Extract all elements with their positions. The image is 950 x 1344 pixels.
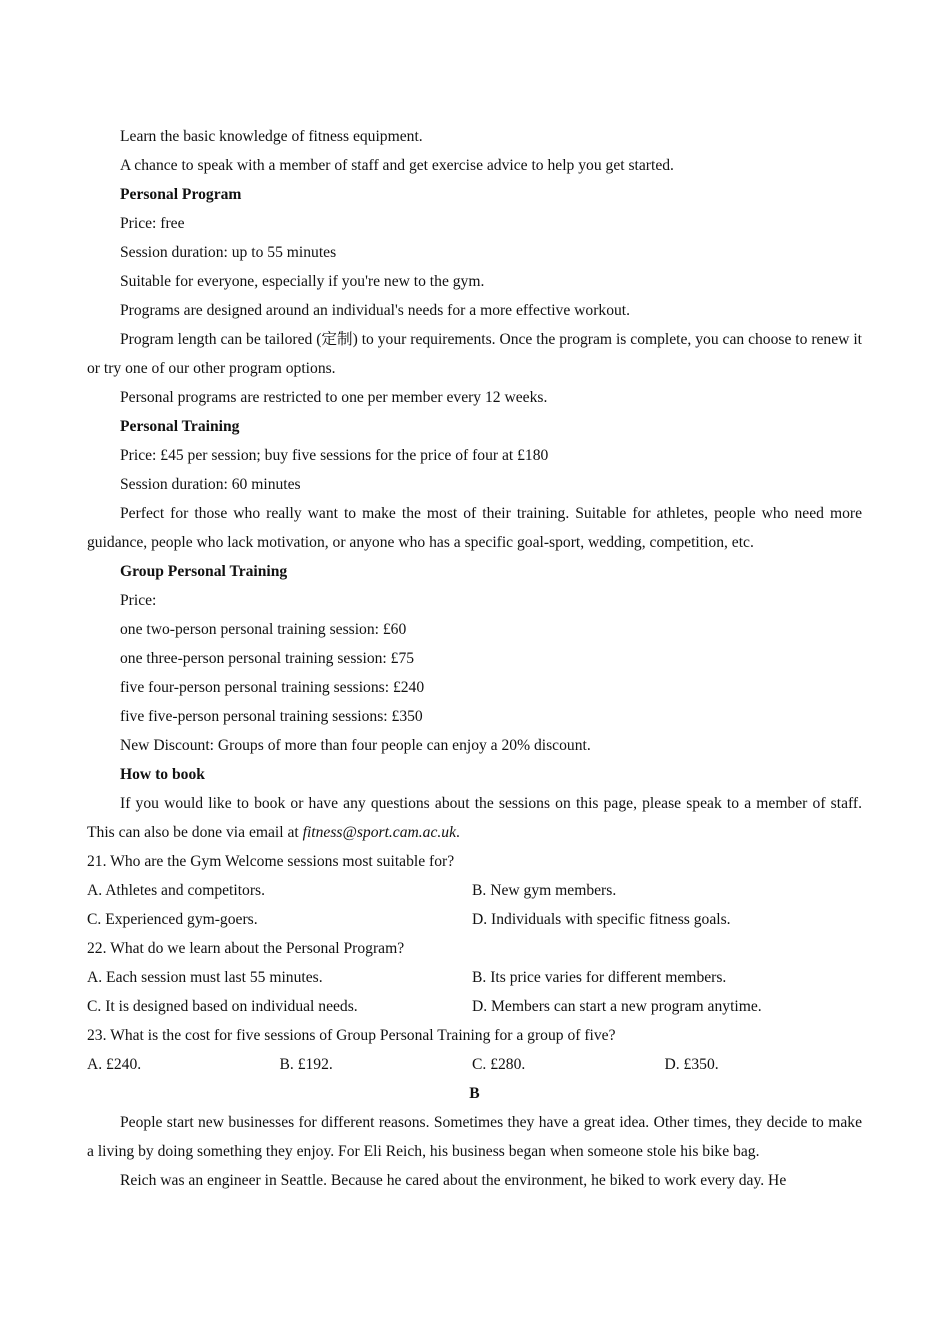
question-22-options-row [87, 963, 862, 992]
group-price-item: five four-person personal training sessions: £240 [120, 679, 425, 696]
personal-program-restricted: Personal programs are restricted to one per member every 12 weeks. [120, 389, 548, 406]
question-23-option-c: C. £280. [472, 1056, 526, 1073]
question-22-option-d: D. Members can start a new program anytime. [472, 998, 762, 1015]
question-22-stem: 22. What do we learn about the Personal Program? [87, 940, 405, 957]
personal-training-heading: Personal Training [120, 418, 240, 435]
question-23-options-row [87, 1050, 862, 1079]
question-23-option-d: D. £350. [664, 1056, 719, 1073]
section-b-heading: B [469, 1085, 480, 1102]
personal-program-suitable: Suitable for everyone, especially if you're new to the gym. [120, 273, 485, 290]
personal-program-designed: Programs are designed around an individual's needs for a more effective workout. [120, 302, 631, 319]
how-to-book-end: . [456, 824, 460, 841]
group-price-item: five five-person personal training sessions: £350 [120, 708, 423, 725]
question-22-option-b: B. Its price varies for different members. [472, 969, 727, 986]
how-to-book-heading: How to book [120, 766, 205, 783]
question-21-stem: 21. Who are the Gym Welcome sessions most suitable for? [87, 853, 455, 870]
document-body [87, 122, 862, 1195]
how-to-book-text [87, 789, 862, 847]
personal-training-duration: Session duration: 60 minutes [120, 476, 301, 493]
personal-program-duration: Session duration: up to 55 minutes [120, 244, 337, 261]
personal-training-description: Perfect for those who really want to make the most of their training. Suitable for athletes, people who need more guidance, people who lack motivation, or anyone who has a specific goal-sport, wedding, competition, etc. [87, 505, 862, 551]
question-22-option-c: C. It is designed based on individual needs. [87, 998, 358, 1015]
question-23-option-a: A. £240. [87, 1056, 142, 1073]
group-price-item: one two-person personal training session: £60 [120, 621, 407, 638]
section-b-paragraph: People start new businesses for different reasons. Sometimes they have a great idea. Other times, they decide to make a living by doing something they enjoy. For Eli Reich, his business began when someone stole his bike bag. [87, 1114, 862, 1160]
question-21-options-row [87, 876, 862, 905]
question-21-option-c: C. Experienced gym-goers. [87, 911, 258, 928]
question-21-option-b: B. New gym members. [472, 882, 617, 899]
personal-program-heading: Personal Program [120, 186, 242, 203]
group-discount: New Discount: Groups of more than four people can enjoy a 20% discount. [120, 737, 591, 754]
group-training-price-label: Price: [120, 592, 157, 609]
how-to-book-body: If you would like to book or have any questions about the sessions on this page, please speak to a member of staff. This can also be done via email at [87, 795, 862, 841]
question-23-stem: 23. What is the cost for five sessions of Group Personal Training for a group of five? [87, 1027, 616, 1044]
question-23-option-b: B. £192. [279, 1056, 333, 1073]
question-21-options-row [87, 905, 862, 934]
welcome-line: A chance to speak with a member of staff and get exercise advice to help you get started. [120, 157, 674, 174]
personal-program-price: Price: free [120, 215, 185, 232]
question-21-option-a: A. Athletes and competitors. [87, 882, 265, 899]
booking-email: fitness@sport.cam.ac.uk [302, 824, 457, 841]
welcome-line: Learn the basic knowledge of fitness equipment. [120, 128, 423, 145]
group-training-heading: Group Personal Training [120, 563, 288, 580]
personal-training-price: Price: £45 per session; buy five sessions for the price of four at £180 [120, 447, 549, 464]
group-price-item: one three-person personal training session: £75 [120, 650, 415, 667]
personal-program-length: Program length can be tailored (定制) to your requirements. Once the program is complete, you can choose to renew it or try one of our other program options. [87, 331, 862, 377]
section-b-paragraph: Reich was an engineer in Seattle. Because he cared about the environment, he biked to work every day. He [120, 1172, 787, 1189]
question-22-option-a: A. Each session must last 55 minutes. [87, 969, 323, 986]
question-22-options-row [87, 992, 862, 1021]
question-21-option-d: D. Individuals with specific fitness goals. [472, 911, 731, 928]
